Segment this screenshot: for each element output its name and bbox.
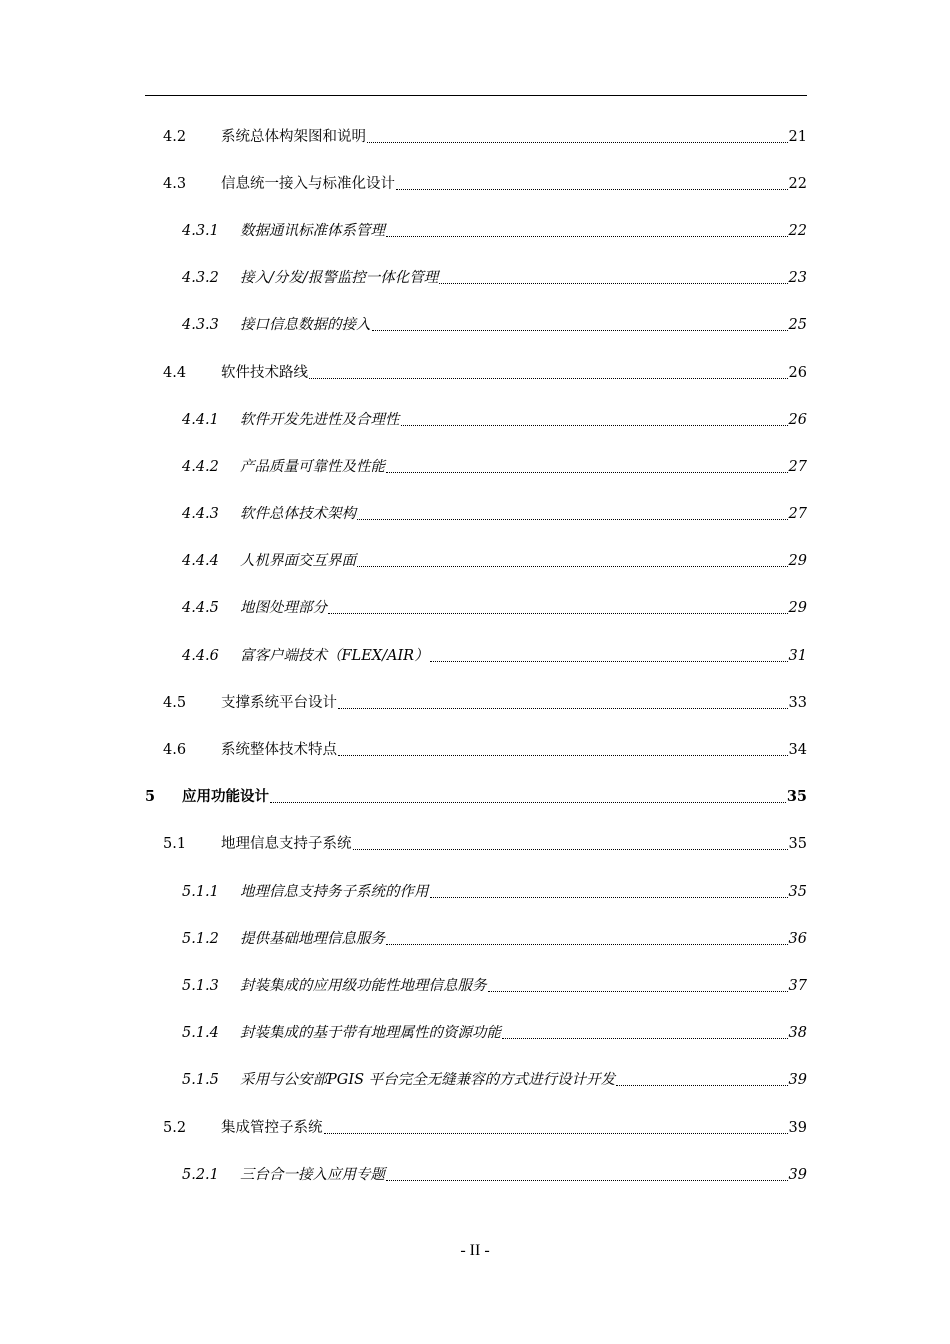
toc-entry-title: 系统总体构架图和说明 bbox=[221, 128, 366, 145]
toc-entry[interactable] bbox=[145, 774, 807, 821]
toc-entry-title: 人机界面交互界面 bbox=[240, 553, 356, 570]
toc-entry-number: 5.1.5 bbox=[182, 1072, 219, 1089]
toc-entry-title: 三台合一接入应用专题 bbox=[240, 1166, 385, 1183]
toc-entry-page: 25 bbox=[788, 317, 807, 334]
toc-entry-number: 5.1.2 bbox=[182, 930, 219, 947]
toc-entry-number: 4.3 bbox=[163, 175, 187, 192]
toc-entry-number: 4.4.2 bbox=[182, 458, 219, 475]
toc-entry-page: 22 bbox=[788, 175, 807, 192]
toc-entry-page: 35 bbox=[788, 836, 807, 853]
toc-entry-number: 4.3.1 bbox=[182, 222, 219, 239]
toc-entry-title: 软件开发先进性及合理性 bbox=[240, 411, 400, 428]
toc-dot-leader bbox=[386, 1165, 788, 1185]
toc-entry-title: 提供基础地理信息服务 bbox=[240, 930, 385, 947]
toc-entry-number: 5.1.3 bbox=[182, 977, 219, 994]
toc-entry-number: 4.4.5 bbox=[182, 600, 219, 617]
toc-dot-leader bbox=[401, 410, 788, 430]
toc-entry-page: 36 bbox=[788, 930, 807, 947]
toc-entry-number: 5 bbox=[145, 788, 156, 806]
toc-entry-title: 软件总体技术架构 bbox=[240, 506, 356, 523]
toc-dot-leader bbox=[328, 598, 788, 618]
toc-dot-leader bbox=[430, 646, 788, 666]
toc-entry-number: 5.1.4 bbox=[182, 1025, 219, 1042]
toc-entry-title: 接口信息数据的接入 bbox=[240, 317, 371, 334]
toc-entry-page: 23 bbox=[788, 270, 807, 287]
toc-entry-page: 35 bbox=[788, 883, 807, 900]
toc-entry-title: 接入/分发/报警监控一体化管理 bbox=[240, 270, 439, 287]
toc-entry[interactable] bbox=[145, 1057, 807, 1104]
toc-entry-title: 封装集成的基于带有地理属性的资源功能 bbox=[240, 1025, 501, 1042]
toc-entry[interactable] bbox=[145, 396, 807, 443]
toc-entry-page: 29 bbox=[788, 600, 807, 617]
toc-dot-leader bbox=[430, 882, 788, 902]
toc-entry[interactable] bbox=[145, 632, 807, 679]
toc-entry-page: 35 bbox=[786, 788, 807, 806]
toc-dot-leader bbox=[386, 457, 788, 477]
toc-dot-leader bbox=[372, 315, 788, 335]
toc-entry-number: 5.2.1 bbox=[182, 1166, 219, 1183]
toc-entry-page: 38 bbox=[788, 1025, 807, 1042]
toc-entry-page: 26 bbox=[788, 411, 807, 428]
toc-entry-title: 应用功能设计 bbox=[182, 788, 269, 806]
toc-entry-page: 26 bbox=[788, 364, 807, 381]
toc-entry[interactable] bbox=[145, 821, 807, 868]
toc-dot-leader bbox=[386, 221, 788, 241]
toc-entry-number: 5.1 bbox=[163, 836, 187, 853]
toc-entry[interactable] bbox=[145, 302, 807, 349]
toc-dot-leader bbox=[338, 693, 788, 713]
toc-dot-leader bbox=[367, 127, 788, 147]
toc-entry-title: 地理信息支持务子系统的作用 bbox=[240, 883, 429, 900]
toc-entry[interactable] bbox=[145, 113, 807, 160]
toc-entry-title: 地图处理部分 bbox=[240, 600, 327, 617]
toc-entry-number: 4.4 bbox=[163, 364, 187, 381]
toc-entry-number: 4.4.4 bbox=[182, 553, 219, 570]
toc-entry[interactable] bbox=[145, 726, 807, 773]
toc-entry[interactable] bbox=[145, 679, 807, 726]
table-of-contents bbox=[145, 113, 807, 1198]
toc-entry-title: 封装集成的应用级功能性地理信息服务 bbox=[240, 977, 487, 994]
toc-entry-page: 39 bbox=[788, 1166, 807, 1183]
toc-entry[interactable] bbox=[145, 491, 807, 538]
toc-entry-page: 21 bbox=[788, 128, 807, 145]
toc-entry-number: 4.5 bbox=[163, 694, 187, 711]
toc-entry[interactable] bbox=[145, 1151, 807, 1198]
toc-dot-leader bbox=[309, 363, 788, 383]
toc-entry[interactable] bbox=[145, 160, 807, 207]
toc-entry[interactable] bbox=[145, 207, 807, 254]
toc-dot-leader bbox=[502, 1023, 788, 1043]
toc-dot-leader bbox=[353, 834, 788, 854]
toc-entry-number: 4.4.3 bbox=[182, 506, 219, 523]
toc-entry-page: 29 bbox=[788, 553, 807, 570]
toc-entry-title: 富客户端技术（FLEX/AIR） bbox=[240, 647, 429, 664]
toc-dot-leader bbox=[396, 174, 788, 194]
toc-entry-number: 5.2 bbox=[163, 1119, 187, 1136]
toc-entry[interactable] bbox=[145, 868, 807, 915]
toc-entry[interactable] bbox=[145, 255, 807, 302]
toc-entry[interactable] bbox=[145, 349, 807, 396]
toc-entry[interactable] bbox=[145, 962, 807, 1009]
toc-entry-page: 37 bbox=[788, 977, 807, 994]
toc-entry[interactable] bbox=[145, 538, 807, 585]
toc-entry[interactable] bbox=[145, 443, 807, 490]
toc-entry-title: 信息统一接入与标准化设计 bbox=[221, 175, 395, 192]
toc-entry-page: 27 bbox=[788, 458, 807, 475]
toc-entry-page: 34 bbox=[788, 742, 807, 759]
toc-dot-leader bbox=[488, 976, 788, 996]
toc-entry-title: 数据通讯标准体系管理 bbox=[240, 222, 385, 239]
toc-dot-leader bbox=[357, 551, 788, 571]
toc-entry-number: 4.3.2 bbox=[182, 270, 219, 287]
toc-entry-title: 采用与公安部PGIS 平台完全无缝兼容的方式进行设计开发 bbox=[240, 1072, 616, 1089]
toc-dot-leader bbox=[338, 740, 788, 760]
toc-entry-title: 软件技术路线 bbox=[221, 364, 308, 381]
toc-entry[interactable] bbox=[145, 1010, 807, 1057]
toc-entry-page: 22 bbox=[788, 222, 807, 239]
toc-entry-title: 系统整体技术特点 bbox=[221, 742, 337, 759]
toc-entry-title: 支撑系统平台设计 bbox=[221, 694, 337, 711]
toc-entry-title: 地理信息支持子系统 bbox=[221, 836, 352, 853]
toc-entry[interactable] bbox=[145, 915, 807, 962]
toc-entry-number: 4.3.3 bbox=[182, 317, 219, 334]
toc-entry-number: 4.4.1 bbox=[182, 411, 219, 428]
toc-dot-leader bbox=[616, 1070, 787, 1090]
page-number-footer: - II - bbox=[460, 1242, 490, 1259]
toc-dot-leader bbox=[324, 1118, 788, 1138]
toc-entry-number: 5.1.1 bbox=[182, 883, 219, 900]
toc-dot-leader bbox=[357, 504, 788, 524]
toc-entry[interactable] bbox=[145, 585, 807, 632]
toc-entry[interactable] bbox=[145, 1104, 807, 1151]
header-rule bbox=[145, 95, 807, 96]
toc-entry-page: 39 bbox=[788, 1119, 807, 1136]
toc-entry-number: 4.6 bbox=[163, 742, 187, 759]
toc-entry-page: 31 bbox=[788, 647, 807, 664]
toc-entry-page: 39 bbox=[788, 1072, 807, 1089]
toc-entry-page: 33 bbox=[788, 694, 807, 711]
toc-entry-title: 产品质量可靠性及性能 bbox=[240, 458, 385, 475]
toc-entry-number: 4.4.6 bbox=[182, 647, 219, 664]
toc-dot-leader bbox=[386, 929, 788, 949]
toc-entry-number: 4.2 bbox=[163, 128, 187, 145]
toc-entry-page: 27 bbox=[788, 506, 807, 523]
toc-entry-title: 集成管控子系统 bbox=[221, 1119, 323, 1136]
toc-dot-leader bbox=[439, 268, 787, 288]
toc-dot-leader bbox=[270, 787, 786, 807]
